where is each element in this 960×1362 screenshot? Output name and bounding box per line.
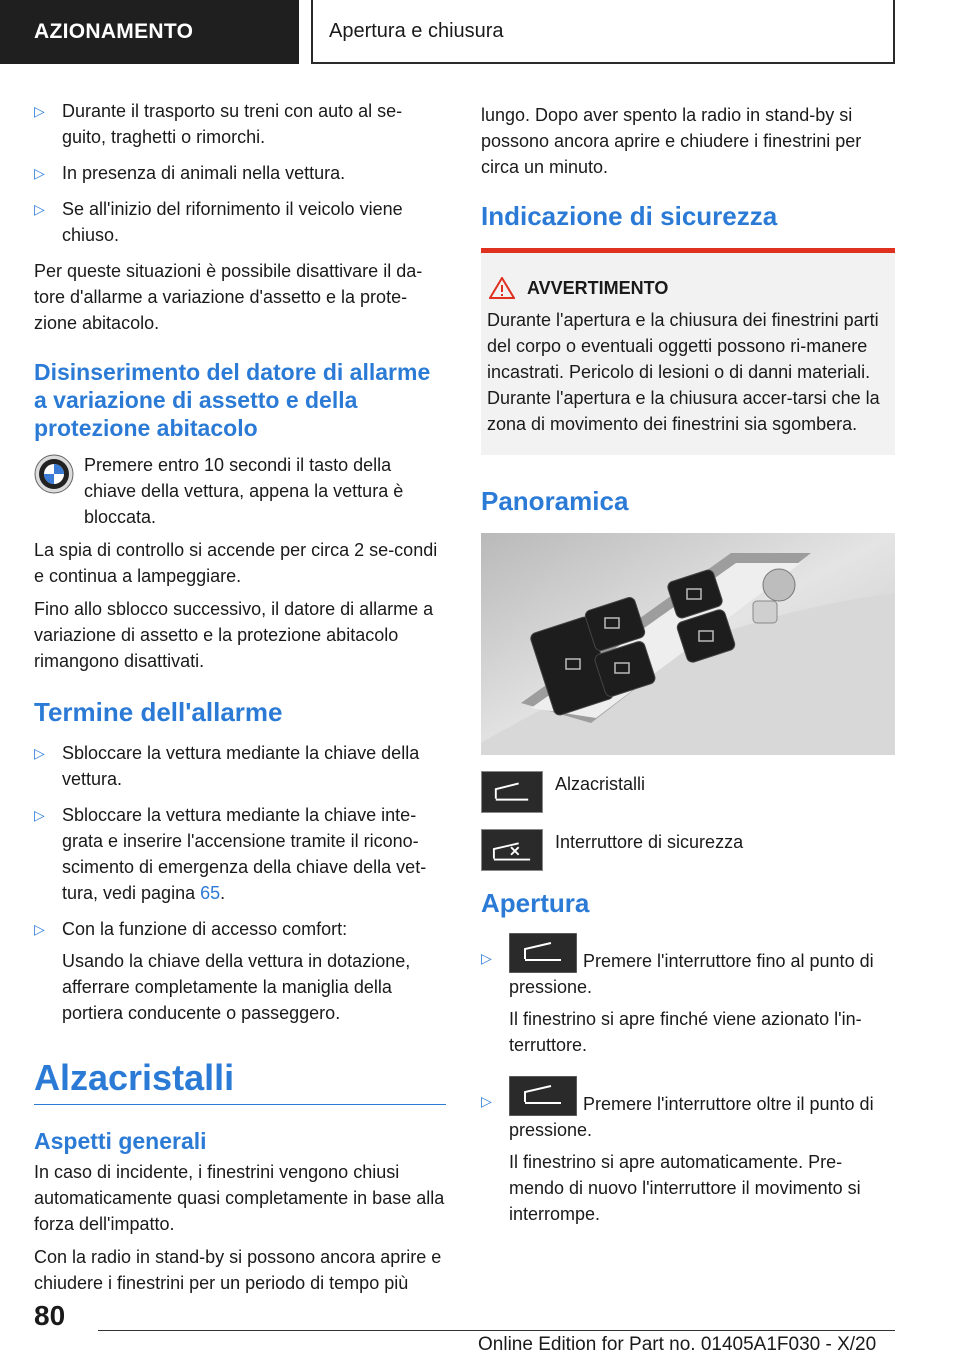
paragraph: Per queste situazioni è possibile disattivare il da-tore d'allarme a variazione d'assetto e la prote-zione abitacolo.	[34, 261, 423, 333]
list-subtext: Il finestrino si apre automaticamente. Pre-mendo di nuovo l'interruttore il movimento si interrompe.	[509, 1152, 861, 1224]
list-item: ▷ Sbloccare la vettura mediante la chiave della vettura.	[34, 740, 446, 792]
safety-switch-icon	[481, 829, 543, 871]
footer-edition: Online Edition for Part no. 01405A1F030 - X/20	[478, 1334, 877, 1355]
legend-item: Interruttore di sicurezza	[481, 829, 895, 873]
paragraph: Fino allo sblocco successivo, il datore di allarme a variazione di assetto e la protezione abitacolo rimangono disattivati.	[34, 599, 434, 671]
left-column	[34, 98, 446, 1303]
bullet-triangle-icon: ▷	[34, 201, 45, 217]
paragraph: Con la radio in stand-by si possono ancora aprire e chiudere i finestrini per un periodo di tempo più	[34, 1247, 442, 1293]
topic-label: Apertura e chiusura	[311, 0, 895, 64]
paragraph: In caso di incidente, i finestrini vengono chiusi automaticamente quasi completamente in base alla forza dell'impatto.	[34, 1162, 445, 1234]
list-item: ▷ Sbloccare la vettura mediante la chiave inte-grata e inserire l'accensione tramite il ricono-scimento di emergenza della chiave della vet-tura, vedi pagina 65.	[34, 802, 446, 906]
right-column	[481, 102, 895, 1237]
bullet-triangle-icon: ▷	[481, 1093, 492, 1109]
page-header	[0, 0, 960, 64]
heading-sicurezza: Indicazione di sicurezza	[481, 201, 778, 231]
bullet-triangle-icon: ▷	[34, 921, 45, 937]
heading-termine: Termine dell'allarme	[34, 697, 283, 727]
bmw-key-icon	[34, 454, 74, 494]
window-switch-icon	[509, 933, 577, 973]
list-subtext: Il finestrino si apre finché viene azionato l'in-terruttore.	[509, 1009, 862, 1055]
list-item: ▷ Se all'inizio del rifornimento il veicolo viene chiuso.	[34, 196, 446, 248]
list-item: ▷ Con la funzione di accesso comfort: Usando la chiave della vettura in dotazione, afferrare completamente la maniglia della portiera conducente o passeggero.	[34, 916, 446, 1026]
window-switch-icon	[481, 771, 543, 813]
heading-apertura: Apertura	[481, 888, 590, 918]
list-item: ▷ Premere l'interruttore fino al punto di pressione. Il finestrino si apre finché viene azionato l'in-terruttore.	[481, 933, 895, 1058]
bullet-triangle-icon: ▷	[34, 745, 45, 761]
heading-panoramica: Panoramica	[481, 486, 629, 516]
list-item: ▷ In presenza di animali nella vettura.	[34, 160, 446, 186]
warning-title: AVVERTIMENTO	[527, 275, 889, 301]
list-item: ▷ Durante il trasporto su treni con auto al se-guito, traghetti o rimorchi.	[34, 98, 446, 150]
bmw-key-instruction: Premere entro 10 secondi il tasto della chiave della vettura, appena la vettura è bloccata.	[34, 452, 446, 530]
bullet-triangle-icon: ▷	[34, 165, 45, 181]
page-number: 80	[34, 1300, 66, 1331]
bullet-triangle-icon: ▷	[34, 103, 45, 119]
bullet-triangle-icon: ▷	[481, 950, 492, 966]
warning-box	[481, 248, 895, 455]
page-link[interactable]: 65	[200, 883, 221, 903]
list-item: ▷ Premere l'interruttore oltre il punto di pressione. Il finestrino si apre automaticamente. Pre-mendo di nuovo l'interruttore il movimento si interrompe.	[481, 1076, 895, 1227]
window-switch-icon	[509, 1076, 577, 1116]
heading-alzacristalli: Alzacristalli	[34, 1056, 446, 1105]
list-subtext: Usando la chiave della vettura in dotazione, afferrare completamente la maniglia della portiera conducente o passeggero.	[62, 951, 411, 1023]
paragraph: lungo. Dopo aver spento la radio in stand-by si possono ancora aprire e chiudere i finestrini per circa un minuto.	[481, 105, 862, 177]
heading-disinserimento: Disinserimento del datore di allarme a variazione di assetto e della protezione abitacolo	[34, 359, 431, 441]
warning-text: Durante l'apertura e la chiusura dei finestrini parti del corpo o eventuali oggetti possono ri-manere incastrati. Pericolo di lesioni o di danni materiali. Durante l'apertura e la chiusura accer-tarsi che la zona di movimento dei finestrini sia sgombera.	[487, 310, 880, 434]
window-switches-image	[481, 533, 895, 755]
footer-divider	[98, 1330, 895, 1331]
legend-item: Alzacristalli	[481, 771, 895, 815]
heading-aspetti: Aspetti generali	[34, 1128, 207, 1154]
paragraph: La spia di controllo si accende per circa 2 se-condi e continua a lampeggiare.	[34, 540, 438, 586]
warning-triangle-icon	[489, 277, 515, 299]
bullet-triangle-icon: ▷	[34, 807, 45, 823]
section-label: AZIONAMENTO	[0, 0, 299, 64]
